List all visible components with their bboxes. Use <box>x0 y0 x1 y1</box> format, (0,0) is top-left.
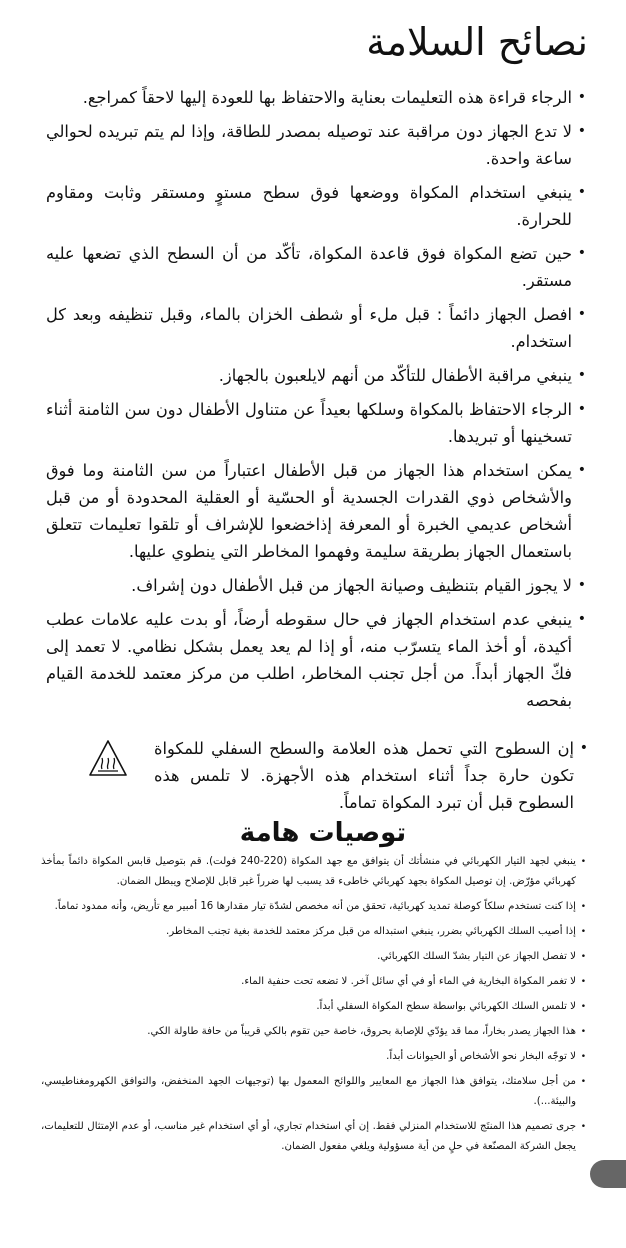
recommendations-title-text: توصيات هامة <box>239 818 407 848</box>
list-item: • ينبغي لجهد التيار الكهربائي في منشأتك أن يتوافق مع جهد المكواة (220-240 فولت). قم بتوصيل قابس المكواة دائماً بمأخذ كهربائي مؤرّض. إن توصيل المكواة بجهد كهربائي خاطىء قد يسبب لها ضرراً غير قابل للإصلاح ويبطل الضمان. <box>41 852 586 892</box>
hot-surface-icon <box>88 739 128 779</box>
list-item: • لا تلمس السلك الكهربائي بواسطة سطح المكواة السفلي أبداً. <box>41 997 586 1017</box>
list-item: • لا توجّه البخار نحو الأشخاص أو الحيوانات أبداً. <box>41 1047 586 1067</box>
bullet: • <box>579 740 588 756</box>
list-item: • ينبغي عدم استخدام الجهاز في حال سقوطه أرضاً، أو بدت عليه علامات عطب أكيدة، أو أخذ الماء يتسرّب منه، أو إذا لم يعد يعمل بشكل نظامي. لا تعمد إلى فكّ الجهاز أبداً. من أجل تجنب المخاطر، اطلب من مركز معتمد للخدمة القيام بفحصه <box>46 606 586 714</box>
hot-surface-warning <box>40 735 588 816</box>
list-item: • لا تغمر المكواة البخارية في الماء أو في أي سائل آخر. لا تضعه تحت حنفية الماء. <box>41 972 586 992</box>
list-item: • من أجل سلامتك، يتوافق هذا الجهاز مع المعايير واللوائح المعمول بها (توجيهات الجهد المنخفض، والتوافق الكهرومغناطيسي، والبيئة...). <box>41 1072 586 1112</box>
list-item: • يمكن استخدام هذا الجهاز من قبل الأطفال اعتباراً من سن الثامنة وما فوق والأشخاص ذوي القدرات الجسدية أو الحسّية أو العقلية المحدودة أو من قبل أشخاص عديمي الخبرة أو المعرفة إذاخضعوا للإشراف أو تلقوا تعليمات تتعلق باستعمال الجهاز بطريقة سليمة وفهموا المخاطر التي ينطوي عليها. <box>46 457 586 565</box>
list-item: • ينبغي مراقبة الأطفال للتأكّد من أنهم لايلعبون بالجهاز. <box>46 362 586 389</box>
list-item: • لا تفصل الجهاز عن التيار بشدّ السلك الكهربائي. <box>41 947 586 967</box>
list-item: • إذا كنت تستخدم سلكاً كوصلة تمديد كهربائية، تحقق من أنه مخصص لشدّة تيار مقدارها 16 أمبير مع تأريض، وأنه ممدود تماماً. <box>41 897 586 917</box>
list-item: • جرى تصميم هذا المنتَج للاستخدام المنزلي فقط. إن أي استخدام تجاري، أو أي استخدام غير مناسب، أو عدم الإمتثال للتعليمات، يجعل الشركة المصنّعة في حلٍ من أية مسؤولية ويلغي مفعول الضمان. <box>41 1117 586 1157</box>
list-item: • هذا الجهاز يصدر بخاراً، مما قد يؤدّي للإصابة بحروق، خاصة حين تقوم بالكي قريباً من حافة طاولة الكي. <box>41 1022 586 1042</box>
page-title: نصائح السلامة <box>366 20 588 64</box>
list-item: • الرجاء قراءة هذه التعليمات بعناية والاحتفاظ بها للعودة إليها لاحقاً كمراجع. <box>46 84 586 111</box>
list-item: • إذا أصيب السلك الكهربائي بضرر، ينبغي استبداله من قبل مركز معتمد للخدمة بغية تجنب المخاطر. <box>41 922 586 942</box>
recommendations-title <box>0 818 626 848</box>
list-item: • حين تضع المكواة فوق قاعدة المكواة، تأكّد من أن السطح الذي تضعها عليه مستقر. <box>46 240 586 294</box>
page-edge-tab <box>590 1160 626 1188</box>
list-item: • الرجاء الاحتفاظ بالمكواة وسلكها بعيداً عن متناول الأطفال دون سن الثامنة أثناء تسخينها أو تبريدها. <box>46 396 586 450</box>
warning-text: إن السطوح التي تحمل هذه العلامة والسطح السفلي للمكواة تكون حارة جداً أثناء استخدام هذه الأجهزة. لا تلمس هذه السطوح قبل أن تبرد المكواة تماماً. <box>154 739 574 812</box>
safety-list <box>46 84 586 721</box>
list-item: • لا تدع الجهاز دون مراقبة عند توصيله بمصدر للطاقة، وإذا لم يتم تبريده لحوالي ساعة واحدة. <box>46 118 586 172</box>
list-item: • ينبغي استخدام المكواة ووضعها فوق سطح مستوٍ ومستقر وثابت ومقاوم للحرارة. <box>46 179 586 233</box>
list-item: • افصل الجهاز دائماً : قبل ملء أو شطف الخزان بالماء، وقبل تنظيفه وبعد كل استخدام. <box>46 301 586 355</box>
recommendations-list <box>41 852 586 1162</box>
list-item: • لا يجوز القيام بتنظيف وصيانة الجهاز من قبل الأطفال دون إشراف. <box>46 572 586 599</box>
